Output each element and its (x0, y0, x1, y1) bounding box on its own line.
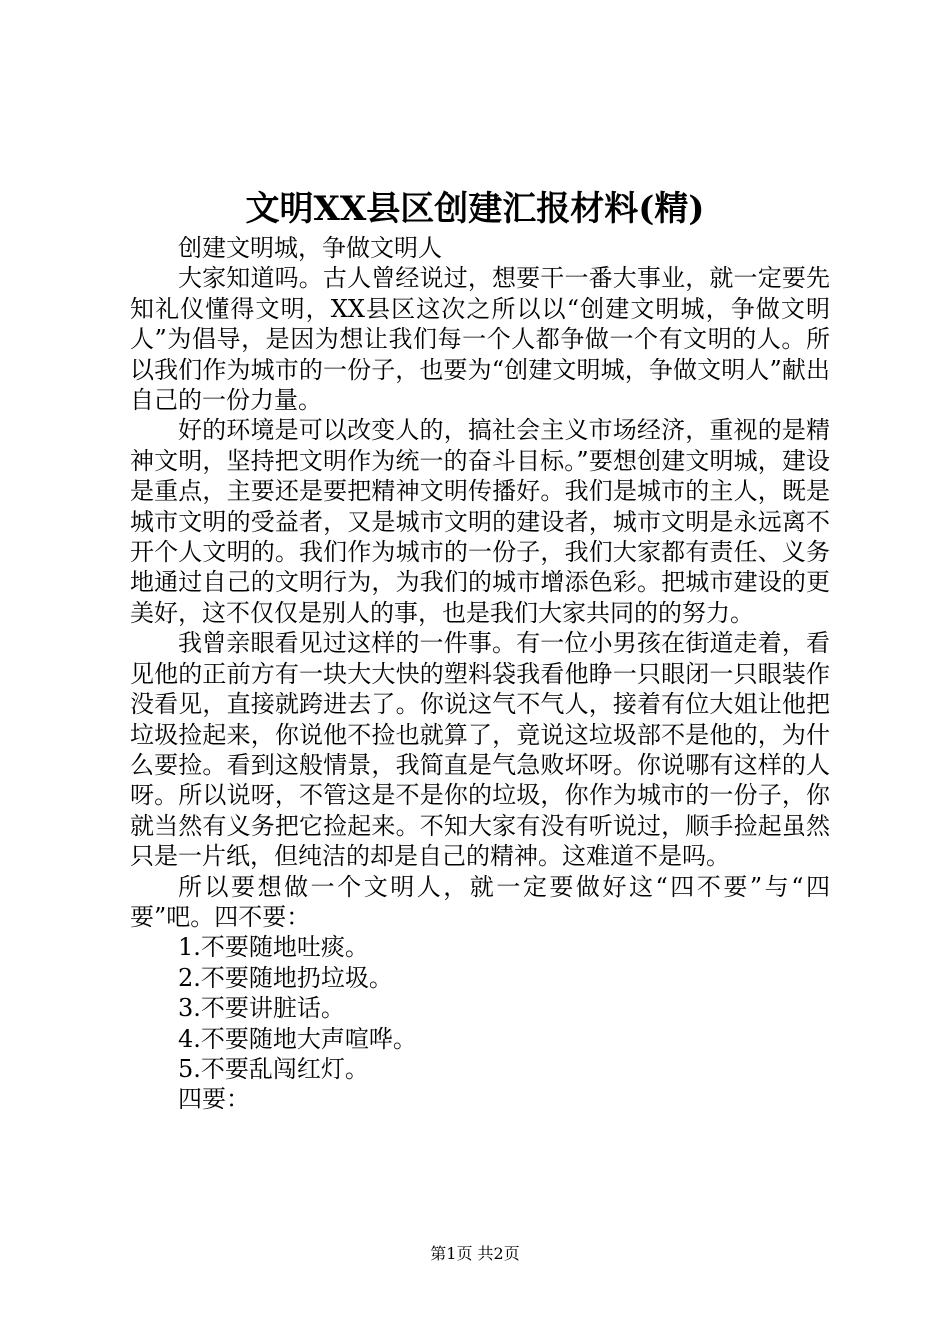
list-item-2: 2.不要随地扔垃圾。 (178, 963, 393, 992)
list-item-5: 5.不要乱闯红灯。 (178, 1054, 369, 1083)
closing-heading: 四要： (178, 1085, 250, 1114)
page-footer: 第1页 共2页 (430, 1244, 520, 1263)
document-body (130, 233, 830, 1115)
paragraph-1: 大家知道吗。古人曾经说过，想要干一番大事业，就一定要先知礼仪懂得文明，XX县区这次之所以以“创建文明城，争做文明人”为倡导，是因为想让我们每一个人都争做一个有文明的人。所以我们作为城市的一份子，也要为“创建文明城，争做文明人”献出自己的一份力量。 (130, 264, 830, 415)
list-item-4: 4.不要随地大声喧哗。 (178, 1024, 417, 1053)
document-subtitle: 创建文明城，争做文明人 (178, 234, 442, 262)
list-item-1: 1.不要随地吐痰。 (178, 933, 369, 962)
document-title: 文明XX县区创建汇报材料(精) (245, 189, 705, 229)
paragraph-4: 所以要想做一个文明人，就一定要做好这“四不要”与“四要”吧。四不要： (130, 872, 830, 931)
paragraph-2: 好的环境是可以改变人的，搞社会主义市场经济，重视的是精神文明，坚持把文明作为统一的奋斗目标。”要想创建文明城，建设是重点，主要还是要把精神文明传播好。我们是城市的主人，既是城市文明的受益者，又是城市文明的建设者，城市文明是永远离不开个人文明的。我们作为城市的一份子，我们大家都有责任、义务地通过自己的文明行为，为我们的城市增添色彩。把城市建设的更美好，这不仅仅是别人的事，也是我们大家共同的的努力。 (130, 416, 830, 627)
paragraph-3: 我曾亲眼看见过这样的一件事。有一位小男孩在街道走着，看见他的正前方有一块大大快的塑料袋我看他睁一只眼闭一只眼装作没看见，直接就跨进去了。你说这气不气人，接着有位大姐让他把垃圾捡起来，你说他不捡也就算了，竟说这垃圾部不是他的，为什么要捡。看到这般情景，我简直是气急败坏呀。你说哪有这样的人呀。所以说呀，不管这是不是你的垃圾，你作为城市的一份子，你就当然有义务把它捡起来。不知大家有没有听说过，顺手捡起虽然只是一片纸，但纯洁的却是自己的精神。这难道不是吗。 (130, 629, 830, 871)
list-item-3: 3.不要讲脏话。 (178, 994, 345, 1023)
